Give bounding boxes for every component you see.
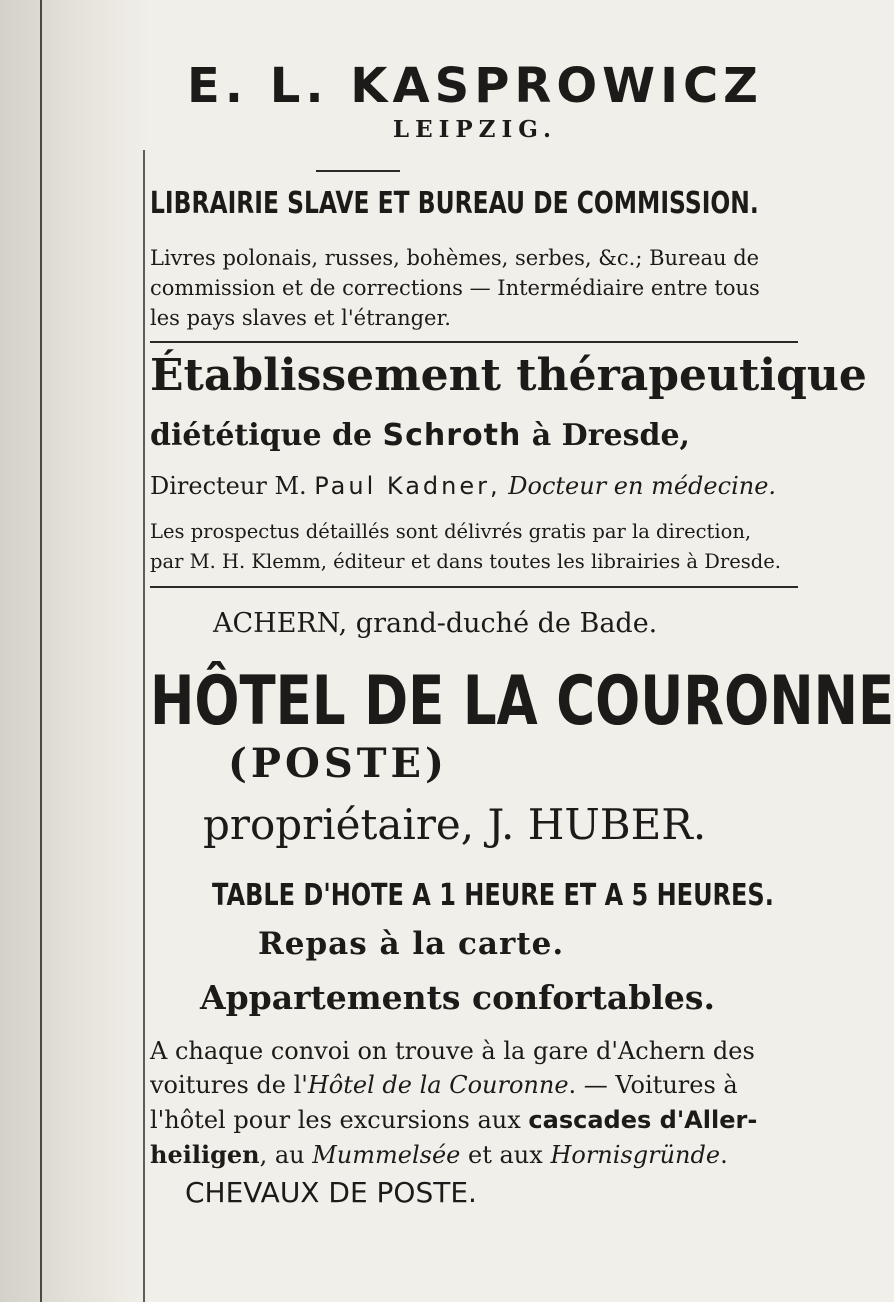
binding-edge-line bbox=[40, 0, 42, 1302]
company-city: LEIPZIG. bbox=[392, 116, 558, 143]
hotel-text-line-4-bold: heiligen bbox=[150, 1140, 260, 1169]
hotel-text-line-4-mid2: et aux bbox=[460, 1141, 551, 1169]
hotel-text-line-2-italic: Hôtel de la Couronne bbox=[307, 1071, 569, 1099]
hotel-text-line-4-end: . bbox=[720, 1141, 728, 1169]
mummelsee: Mummelsée bbox=[312, 1141, 461, 1169]
divider-1 bbox=[150, 341, 798, 343]
director-name: Paul Kadner, bbox=[314, 472, 501, 500]
column-edge-line bbox=[143, 150, 145, 1302]
page-gutter-shadow bbox=[0, 0, 150, 1302]
etablissement-director bbox=[150, 472, 776, 500]
hotel-poste: (POSTE) bbox=[228, 740, 448, 787]
repas-carte: Repas à la carte. bbox=[258, 926, 565, 962]
hotel-text-line-1: A chaque convoi on trouve à la gare d'Achern des bbox=[150, 1037, 755, 1065]
hotel-text-line-2-pre: voitures de l' bbox=[150, 1071, 308, 1099]
librairie-line-3: les pays slaves et l'étranger. bbox=[150, 306, 451, 330]
hornisgrunde: Hornisgründe bbox=[550, 1141, 721, 1169]
director-prefix: Directeur M. bbox=[150, 472, 315, 500]
hotel-owner: propriétaire, J. HUBER. bbox=[203, 800, 707, 849]
hotel-text-line-3-bold: cascades d'Aller- bbox=[528, 1106, 758, 1134]
divider-short bbox=[316, 170, 400, 172]
etablissement-line-1: Les prospectus détaillés sont délivrés gratis par la direction, bbox=[150, 520, 752, 543]
etablissement-subtitle bbox=[150, 418, 690, 453]
etablissement-title: Établissement thérapeutique bbox=[150, 350, 867, 401]
company-name: E. L. KASPROWICZ bbox=[187, 58, 763, 114]
hotel-text-line-3-pre: l'hôtel pour les excursions aux bbox=[150, 1106, 529, 1134]
librairie-line-1: Livres polonais, russes, bohèmes, serbes, &c.; Bureau de bbox=[150, 246, 760, 270]
hotel-location: ACHERN, grand-duché de Bade. bbox=[213, 608, 658, 639]
etablissement-subtitle-post: à Dresde, bbox=[521, 418, 690, 453]
librairie-title: LIBRAIRIE SLAVE ET BUREAU DE COMMISSION. bbox=[150, 186, 759, 221]
librairie-line-2: commission et de corrections — Intermédiaire entre tous bbox=[150, 276, 760, 300]
appartements: Appartements confortables. bbox=[200, 978, 715, 1017]
director-title: Docteur en médecine. bbox=[508, 472, 777, 500]
etablissement-line-2: par M. H. Klemm, éditeur et dans toutes les librairies à Dresde. bbox=[150, 550, 781, 573]
hotel-text-line-2-post: . — Voitures à bbox=[568, 1071, 738, 1099]
table-hote: TABLE D'HOTE A 1 HEURE ET A 5 HEURES. bbox=[212, 878, 774, 913]
hotel-text-line-2 bbox=[150, 1071, 738, 1099]
hotel-text-line-4-mid: , au bbox=[259, 1141, 313, 1169]
hotel-text-line-3 bbox=[150, 1106, 757, 1134]
schroth-name: Schroth bbox=[382, 418, 522, 453]
etablissement-subtitle-pre: diététique de bbox=[150, 418, 383, 453]
divider-2 bbox=[150, 586, 798, 588]
chevaux-poste: CHEVAUX DE POSTE. bbox=[185, 1176, 477, 1209]
hotel-name: HÔTEL DE LA COURONNE bbox=[150, 662, 894, 741]
hotel-text-line-4 bbox=[150, 1140, 728, 1169]
